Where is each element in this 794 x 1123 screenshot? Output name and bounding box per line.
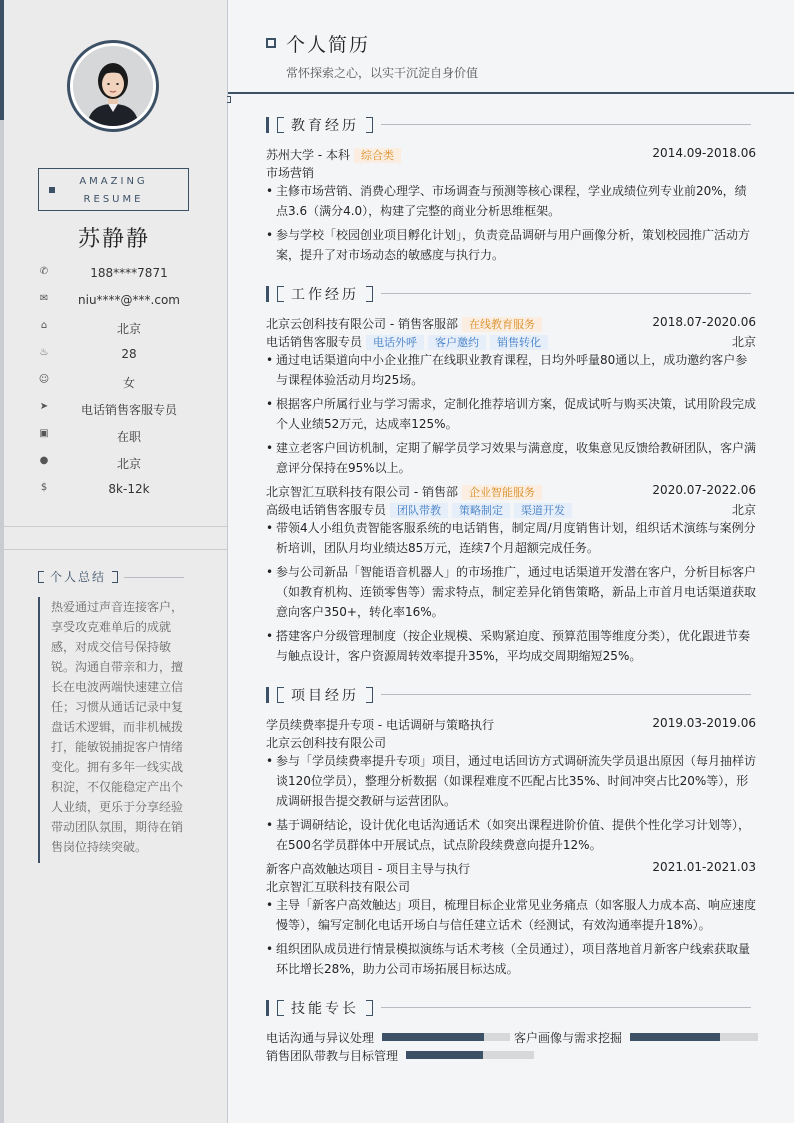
project-date: 2019.03-2019.06 [652, 716, 756, 730]
work-role [266, 333, 756, 350]
section-title-text: 项目经历 [291, 687, 359, 704]
home-icon: ⌂ [40, 320, 48, 331]
company-name: 北京智汇互联科技有限公司 - 销售部 [266, 485, 458, 499]
section-bar-icon [266, 117, 269, 133]
section-title-text: 教育经历 [291, 117, 359, 134]
title-square-icon [266, 38, 276, 48]
briefcase-icon: ▣ [39, 428, 49, 439]
section-title-text: 技能专长 [291, 1000, 359, 1017]
project-bullet: • 基于调研结论，设计优化电话沟通话术（如突出课程进阶价值、提供个性化学习计划等），在500名学员群体中开展试点，试点阶段续费意向提升12%。 [266, 815, 756, 855]
education-bullet: • 参与学校「校园创业项目孵化计划」，负责竞品调研与用户画像分析，策划校园推广活动方案，提升了对市场动态的敏感度与执行力。 [266, 225, 756, 265]
send-icon: ➤ [39, 401, 49, 412]
industry-tag: 企业智能服务 [462, 485, 542, 500]
work-date: 2018.07-2020.06 [652, 315, 756, 329]
contact-info-text: 电话销售客服专员 [80, 403, 177, 417]
contact-info-list [38, 262, 188, 505]
work-bullet: • 根据客户所属行业与学习需求，定制化推荐培训方案，促成试听与购买决策，试用阶段完成个人业绩52万元，达成率125%。 [266, 394, 756, 434]
skill-tag: 渠道开发 [514, 503, 572, 518]
project-name: 新客户高效触达项目 - 项目主导与执行 [266, 862, 470, 876]
bracket-left-icon [38, 571, 44, 583]
section-title-work [266, 285, 373, 302]
summary-text: 热爱通过声音连接客户，享受攻克难单后的成就感，对成交信号保持敏锐。沟通自带亲和力，擅长在电波两端快速建立信任；习惯从通话记录中复盘话术逻辑，而非机械拨打，能敏锐捕捉客户情绪变化。拥有多年一线实战积淀，不仅能稳定产出个人业绩，更乐于分享经验带动团队氛围，期待在销售岗位持续突破。 [38, 597, 186, 863]
skill-tag: 销售转化 [490, 335, 548, 350]
avatar [67, 40, 159, 132]
job-title: 电话销售客服专员 [266, 335, 363, 349]
mail-icon: ✉ [39, 293, 49, 304]
contact-info-row [38, 370, 188, 397]
school-tag: 综合类 [354, 148, 401, 163]
contact-info-text: 女 [122, 376, 135, 390]
contact-info-text: niu****@***.com [78, 293, 180, 307]
smile-icon: ☺ [38, 374, 50, 385]
skill-tag: 客户邀约 [428, 335, 486, 350]
work-role [266, 501, 756, 518]
main-content [228, 0, 794, 1123]
bracket-right-icon [366, 117, 373, 133]
skill-tag: 电话外呼 [366, 335, 424, 350]
avatar-photo [73, 46, 153, 126]
section-title-text: 工作经历 [291, 286, 359, 303]
skill-tag: 团队带教 [390, 503, 448, 518]
project-header [266, 716, 756, 733]
contact-info-row [38, 316, 188, 343]
amazing-resume-badge [38, 168, 189, 211]
education-date: 2014.09-2018.06 [652, 146, 756, 160]
project-bullet: • 组织团队成员进行情景模拟演练与话术考核（全员通过），项目落地首月新客户线索获取量环比增长28%，助力公司市场拓展目标达成。 [266, 939, 756, 979]
work-city: 北京 [731, 335, 756, 349]
location-pin-icon: ● [39, 455, 49, 466]
work-bullet: • 带领4人小组负责智能客服系统的电话销售，制定周/月度销售计划，组织话术演练与案例分析培训，团队月均业绩达85万元，连续7个月超额完成任务。 [266, 518, 756, 558]
section-bar-icon [266, 286, 269, 302]
badge-square-icon [49, 187, 55, 193]
work-date: 2020.07-2022.06 [652, 483, 756, 497]
sidebar [0, 0, 228, 1123]
contact-info-text: 28 [121, 347, 137, 361]
education-header [266, 146, 756, 163]
project-bullet: • 参与「学员续费率提升专项」项目，通过电话回访方式调研流失学员退出原因（每月抽样访谈120位学员），整理分析数据（如课程难度不匹配占比35%、时间冲突占比20%等），形成调研报告提交教研与运营团队。 [266, 751, 756, 811]
section-title-projects [266, 686, 373, 703]
skill-name: 客户画像与需求挖掘 [514, 1031, 623, 1045]
skill-level-fill [630, 1033, 720, 1041]
school-name: 苏州大学 - 本科 [266, 148, 350, 162]
page-subtitle: 常怀探索之心，以实干沉淀自身价值 [286, 66, 479, 80]
contact-info-text: 188****7871 [90, 266, 168, 280]
company-name: 北京云创科技有限公司 - 销售客服部 [266, 317, 458, 331]
badge-line-2: RESUME [83, 194, 144, 205]
money-icon: $ [40, 482, 48, 493]
sidebar-divider [4, 526, 227, 527]
work-header [266, 315, 756, 332]
contact-info-text: 8k-12k [108, 482, 150, 496]
section-title-skills [266, 999, 373, 1016]
phone-icon: ✆ [39, 266, 49, 277]
contact-info-text: 北京 [116, 322, 141, 336]
cake-icon: ♨ [39, 347, 49, 358]
person-portrait-icon [73, 46, 153, 126]
project-header [266, 860, 756, 877]
bracket-right-icon [112, 571, 118, 583]
contact-info-text: 北京 [116, 457, 141, 471]
summary-title-text: 个人总结 [50, 570, 107, 584]
contact-info-row [38, 343, 188, 370]
bracket-left-icon [277, 286, 284, 302]
education-bullet: • 主修市场营销、消费心理学、市场调查与预测等核心课程，学业成绩位列专业前20%，绩点3.6（满分4.0），构建了完整的商业分析思维框架。 [266, 181, 756, 221]
project-bullet: • 主导「新客户高效触达」项目，梳理目标企业常见业务痛点（如客服人力成本高、响应速度慢等），编写定制化电话开场白与信任建立话术（经测试，有效沟通率提升18%）。 [266, 895, 756, 935]
section-bar-icon [266, 1000, 269, 1016]
sidebar-divider [4, 549, 227, 550]
skill-level-fill [406, 1051, 483, 1059]
bracket-right-icon [366, 687, 373, 703]
skill-name: 电话沟通与异议处理 [266, 1031, 375, 1045]
contact-info-row [38, 478, 188, 505]
project-name: 学员续费率提升专项 - 电话调研与策略执行 [266, 718, 494, 732]
work-bullet: • 参与公司新品「智能语音机器人」的市场推广，通过电话渠道开发潜在客户，分析目标客户（如教育机构、连锁零售等）需求特点，制定差异化销售策略，新品上市首月电话渠道获取意向客户350+，转化率16%。 [266, 562, 756, 622]
bracket-right-icon [366, 1000, 373, 1016]
skill-tag: 策略制定 [452, 503, 510, 518]
project-company: 北京云创科技有限公司 [266, 736, 387, 750]
project-company: 北京智汇互联科技有限公司 [266, 880, 411, 894]
person-name: 苏静静 [77, 227, 150, 252]
sidebar-accent-strip [0, 0, 4, 1123]
bracket-right-icon [366, 286, 373, 302]
contact-info-row [38, 397, 188, 424]
work-bullet: • 搭建客户分级管理制度（按企业规模、采购紧迫度、预算范围等维度分类），优化跟进节奏与触点设计，客户资源周转效率提升35%，平均成交周期缩短25%。 [266, 626, 756, 666]
page-title: 个人简历 [286, 34, 371, 56]
badge-line-1: AMAZING [79, 176, 148, 187]
skill-level-bar [382, 1033, 510, 1041]
section-line [381, 124, 751, 125]
work-city: 北京 [731, 503, 756, 517]
skill-level-bar [630, 1033, 758, 1041]
section-line [381, 1007, 751, 1008]
contact-info-row [38, 262, 188, 289]
section-line [381, 293, 751, 294]
education-major: 市场营销 [266, 166, 315, 180]
work-header [266, 483, 756, 500]
header-divider [228, 92, 794, 94]
contact-info-row [38, 451, 188, 478]
section-title-education [266, 116, 373, 133]
section-line [381, 694, 751, 695]
contact-info-row [38, 289, 188, 316]
bracket-left-icon [277, 1000, 284, 1016]
contact-info-text: 在职 [116, 430, 141, 444]
skill-name: 销售团队带教与目标管理 [266, 1049, 399, 1063]
summary-title-line [124, 577, 184, 578]
skill-level-bar [406, 1051, 534, 1059]
bracket-left-icon [277, 117, 284, 133]
contact-info-row [38, 424, 188, 451]
job-title: 高级电话销售客服专员 [266, 503, 387, 517]
section-bar-icon [266, 687, 269, 703]
skill-level-fill [382, 1033, 484, 1041]
work-bullet: • 通过电话渠道向中小企业推广在线职业教育课程，日均外呼量80通以上，成功邀约客户参与课程体验活动月均25场。 [266, 350, 756, 390]
work-bullet: • 建立老客户回访机制，定期了解学员学习效果与满意度，收集意见反馈给教研团队，客户满意评分保持在95%以上。 [266, 438, 756, 478]
summary-title [38, 568, 118, 585]
industry-tag: 在线教育服务 [462, 317, 542, 332]
project-date: 2021.01-2021.03 [652, 860, 756, 874]
bracket-left-icon [277, 687, 284, 703]
header-mark-icon [227, 96, 231, 103]
